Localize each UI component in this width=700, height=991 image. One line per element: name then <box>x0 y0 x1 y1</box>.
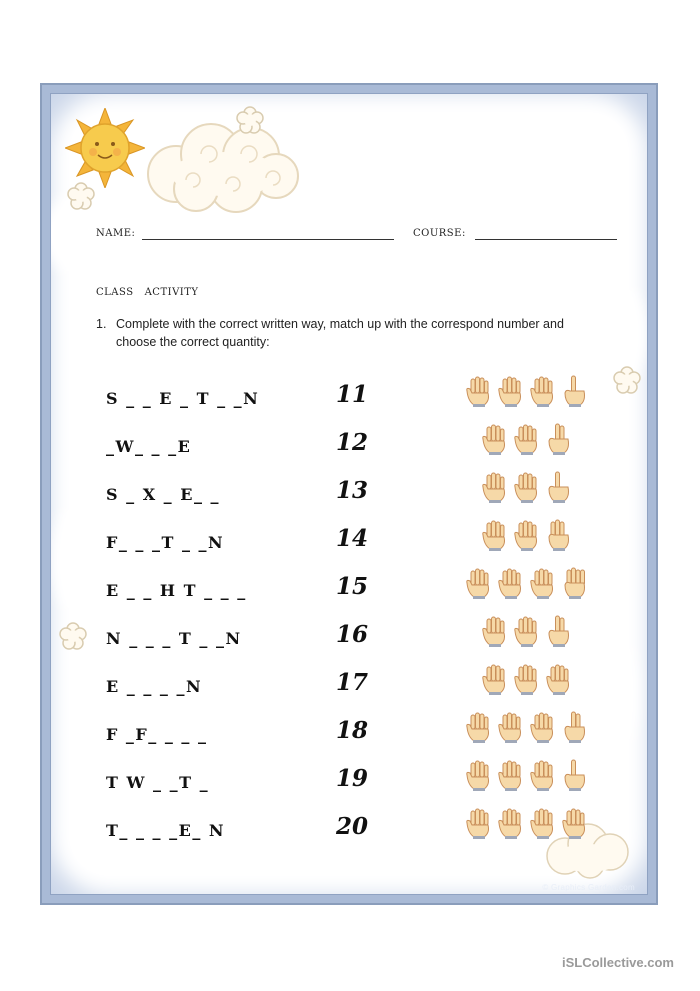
number-label[interactable]: 19 <box>336 765 369 792</box>
hand-count-group[interactable] <box>464 567 590 601</box>
exercise-row <box>0 525 700 565</box>
open-hand-icon <box>496 759 526 793</box>
hand-count-group[interactable] <box>464 375 590 409</box>
2-finger-hand-icon <box>560 711 590 745</box>
name-label: NAME: <box>96 228 136 239</box>
hand-count-group[interactable] <box>464 711 590 745</box>
open-hand-icon <box>528 807 558 841</box>
course-blank-line[interactable] <box>475 239 617 240</box>
scrambled-word[interactable]: T W _ _T _ <box>106 773 210 792</box>
open-hand-icon <box>480 615 510 649</box>
scrambled-word[interactable]: _W_ _ _E <box>106 437 192 456</box>
scrambled-word[interactable]: S _ _ E _ T _ _N <box>106 389 260 408</box>
exercise-row <box>0 813 700 853</box>
instruction-line-1: Complete with the correct written way, match up with the correspond number and <box>116 317 564 331</box>
exercise-row <box>0 477 700 517</box>
3-finger-hand-icon <box>544 519 574 553</box>
section-title: CLASS ACTIVITY <box>96 287 199 298</box>
number-label[interactable]: 12 <box>336 429 369 456</box>
exercise-row <box>0 669 700 709</box>
open-hand-icon <box>528 759 558 793</box>
scrambled-word[interactable]: S _ X _ E_ _ <box>106 485 221 504</box>
open-hand-icon <box>496 567 526 601</box>
open-hand-icon <box>464 567 494 601</box>
open-hand-icon <box>496 375 526 409</box>
open-hand-icon <box>560 807 590 841</box>
instruction-number: 1. <box>96 317 107 331</box>
open-hand-icon <box>464 711 494 745</box>
2-finger-hand-icon <box>544 615 574 649</box>
number-label[interactable]: 16 <box>336 621 369 648</box>
exercise-row <box>0 573 700 613</box>
course-label: COURSE: <box>413 228 466 239</box>
open-hand-icon <box>528 567 558 601</box>
frame-credit: © Graphics Garden.com <box>542 883 635 892</box>
open-hand-icon <box>544 663 574 697</box>
open-hand-icon <box>496 807 526 841</box>
instruction-line-2: choose the correct quantity: <box>116 335 270 349</box>
hand-count-group[interactable] <box>464 759 590 793</box>
2-finger-hand-icon <box>544 423 574 457</box>
exercise-row <box>0 621 700 661</box>
number-label[interactable]: 14 <box>336 525 369 552</box>
name-blank-line[interactable] <box>142 239 394 240</box>
scrambled-word[interactable]: N _ _ _ T _ _N <box>106 629 242 648</box>
exercise-row <box>0 429 700 469</box>
open-hand-icon <box>512 663 542 697</box>
open-hand-icon <box>464 375 494 409</box>
number-label[interactable]: 17 <box>336 669 369 696</box>
scrambled-word[interactable]: F _F_ _ _ _ <box>106 725 208 744</box>
scrambled-word[interactable]: F_ _ _T _ _N <box>106 533 225 552</box>
hand-count-group[interactable] <box>480 519 574 553</box>
hand-count-group[interactable] <box>480 615 574 649</box>
open-hand-icon <box>480 471 510 505</box>
open-hand-icon <box>512 471 542 505</box>
exercise-row <box>0 717 700 757</box>
1-finger-hand-icon <box>560 375 590 409</box>
number-label[interactable]: 11 <box>336 381 369 408</box>
open-hand-icon <box>480 423 510 457</box>
1-finger-hand-icon <box>560 759 590 793</box>
exercise-row <box>0 765 700 805</box>
open-hand-icon <box>496 711 526 745</box>
hand-count-group[interactable] <box>480 471 574 505</box>
open-hand-icon <box>480 663 510 697</box>
scrambled-word[interactable]: T_ _ _ _E_ N <box>106 821 226 840</box>
number-label[interactable]: 18 <box>336 717 369 744</box>
scrambled-word[interactable]: E _ _ _ _N <box>106 677 203 696</box>
open-hand-icon <box>512 423 542 457</box>
open-hand-icon <box>528 375 558 409</box>
scrambled-word[interactable]: E _ _ H T _ _ _ <box>106 581 247 600</box>
open-hand-icon <box>480 519 510 553</box>
open-hand-icon <box>464 807 494 841</box>
site-watermark: iSLCollective.com <box>562 955 674 970</box>
open-hand-icon <box>464 759 494 793</box>
open-hand-icon <box>512 519 542 553</box>
instruction-text <box>96 315 626 351</box>
open-hand-icon <box>512 615 542 649</box>
number-label[interactable]: 13 <box>336 477 369 504</box>
hand-count-group[interactable] <box>464 807 590 841</box>
1-finger-hand-icon <box>544 471 574 505</box>
number-label[interactable]: 15 <box>336 573 369 600</box>
hand-count-group[interactable] <box>480 663 574 697</box>
open-hand-icon <box>528 711 558 745</box>
number-label[interactable]: 20 <box>336 813 369 840</box>
hand-count-group[interactable] <box>480 423 574 457</box>
4-finger-hand-icon <box>560 567 590 601</box>
exercise-row <box>0 381 700 421</box>
